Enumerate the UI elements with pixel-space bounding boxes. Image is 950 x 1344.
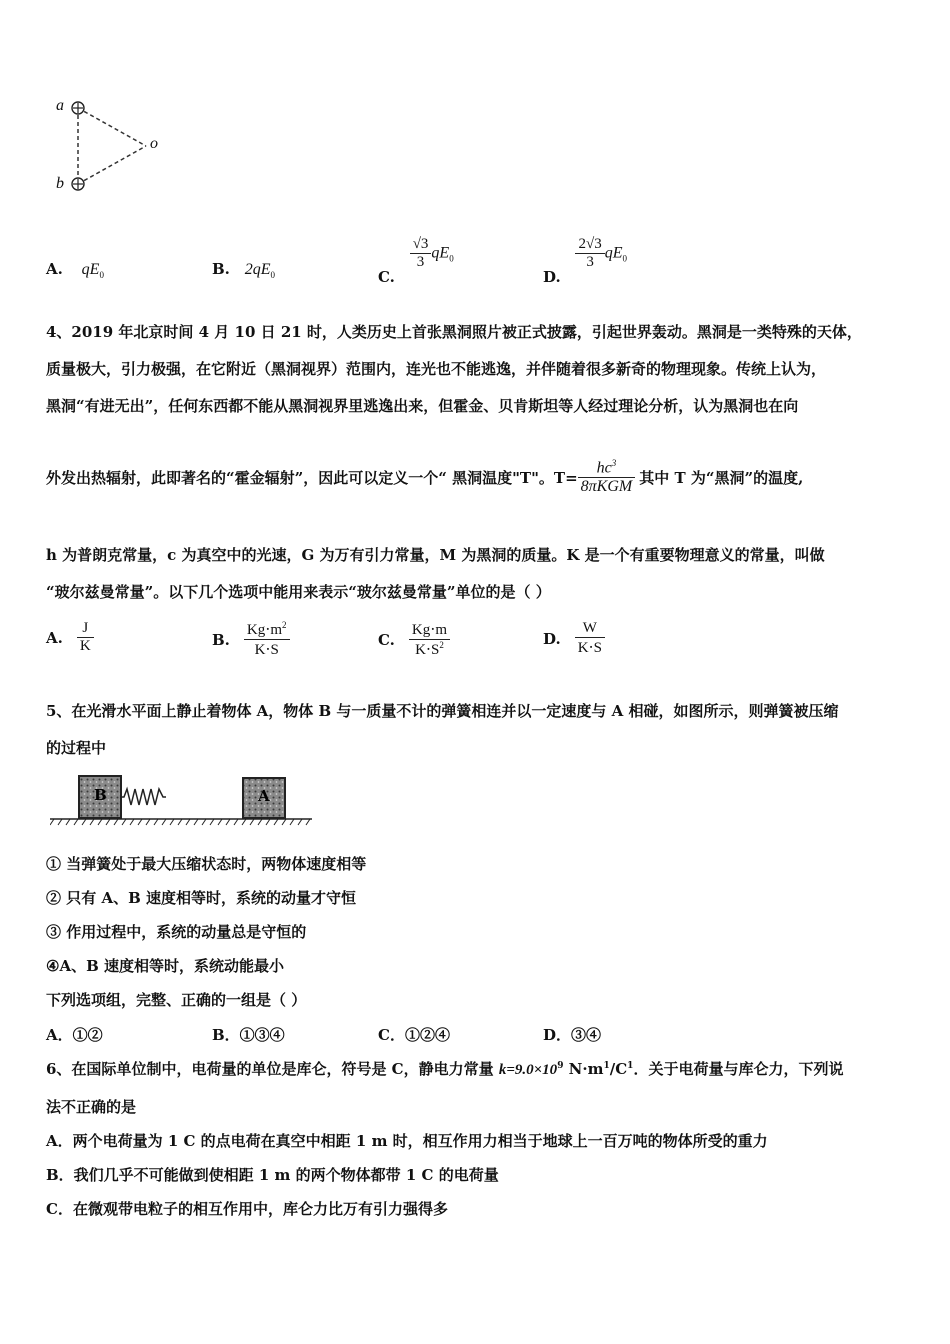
ground-hatch — [50, 819, 310, 825]
q5-statement-1: ① 当弹簧处于最大压缩状态时，两物体速度相等 — [46, 855, 367, 873]
spring-blocks-figure — [50, 772, 316, 828]
q6-line-2: 法不正确的是 — [46, 1098, 137, 1116]
q5-option-a[interactable]: A．①② — [46, 1026, 103, 1044]
block-a-label: A — [258, 787, 270, 805]
q4-line-5: h 为普朗克常量，c 为真空中的光速，G 为万有引力常量，M 为黑洞的质量。K 是一个有重要物理意义的常量，叫做 — [46, 546, 825, 564]
q4-option-b[interactable]: B. $\frac{Kg\cdot m^2}{K\cdot S}$ — [212, 620, 290, 659]
q5-option-b[interactable]: B．①③④ — [212, 1026, 285, 1044]
spring-blocks-diagram — [50, 772, 316, 828]
q4-line-3: 黑洞“有进无出”，任何东西都不能从黑洞视界里逃逸出来，但霍金、贝肯斯坦等人经过理论分析，认为黑洞也在向 — [46, 397, 799, 415]
q4-option-d[interactable]: D. $\frac{W}{K\cdot S}$ — [543, 620, 605, 657]
spring-icon — [121, 789, 166, 805]
hawking-formula: $\frac{hc^3}{\text{8πKGM}}$ — [578, 458, 636, 496]
q6-line-1: 6、在国际单位制中，电荷量的单位是库仑，符号是 C，静电力常量 $k=9.0\times 10^9$ $N\cdot m^1/C^1$．关于电荷量与库仑力，下列说 — [46, 1060, 844, 1078]
q6-option-c[interactable]: C．在微观带电粒子的相互作用中，库仑力比万有引力强得多 — [46, 1200, 448, 1218]
block-b-label: B — [94, 786, 107, 804]
q4-line-6: “玻尔兹曼常量”。以下几个选项中能用来表示“玻尔兹曼常量”单位的是（ ） — [46, 583, 551, 601]
q4-line-1: 4、2019 年北京时间 4 月 10 日 21 时，人类历史上首张黑洞照片被正式披露，引起世界轰动。黑洞是一类特殊的天体， — [46, 323, 862, 341]
q5-prompt: 下列选项组，完整、正确的一组是（ ） — [46, 991, 307, 1009]
q5-line-2: 的过程中 — [46, 739, 107, 757]
dashed-line-ao — [78, 108, 146, 146]
q3-option-d[interactable]: D. $\frac{2√3}{3}$ $qE_0$ — [543, 236, 627, 286]
q5-line-1: 5、在光滑水平面上静止着物体 A，物体 B 与一质量不计的弹簧相连并以一定速度与 A 相碰，如图所示，则弹簧被压缩 — [46, 702, 839, 720]
q3-option-b[interactable]: B. $2qE_0$ — [212, 260, 275, 280]
q3-option-a[interactable]: A. $qE_0$ — [46, 260, 104, 280]
q6-option-a[interactable]: A．两个电荷量为 1 C 的点电荷在真空中相距 1 m 时，相互作用力相当于地球上一百万吨的物体所受的重力 — [46, 1132, 768, 1150]
q5-statement-2: ② 只有 A、B 速度相等时，系统的动量才守恒 — [46, 889, 356, 907]
label-o: o — [150, 135, 158, 152]
charge-triangle-diagram — [50, 95, 180, 200]
q4-option-a[interactable]: A. $\frac{J}{K}$ — [46, 620, 94, 655]
q4-line-2: 质量极大，引力极强，在它附近（黑洞视界）范围内，连光也不能逃逸，并伴随着很多新奇的物理现象。传统上认为， — [46, 360, 827, 378]
q6-option-b[interactable]: B．我们几乎不可能做到使相距 1 m 的两个物体都带 1 C 的电荷量 — [46, 1166, 499, 1184]
dashed-line-bo — [78, 146, 146, 184]
q5-statement-4: ④A、B 速度相等时，系统动能最小 — [46, 957, 284, 975]
q4-line-4: 外发出热辐射，此即著名的“霍金辐射”，因此可以定义一个“ 黑洞温度"T"。T= $\frac{hc^3}{\text{8πKGM}}$ 其中 T 为“黑洞”的温度, — [46, 458, 804, 496]
q5-statement-3: ③ 作用过程中，系统的动量总是守恒的 — [46, 923, 307, 941]
q5-option-c[interactable]: C．①②④ — [378, 1026, 450, 1044]
q5-option-d[interactable]: D．③④ — [543, 1026, 602, 1044]
label-b: b — [56, 175, 64, 192]
q3-option-c[interactable]: C. $\frac{√3}{3}$ $qE_0$ — [378, 236, 454, 286]
label-a: a — [56, 97, 64, 114]
triangle-figure — [50, 95, 180, 200]
q4-option-c[interactable]: C. $\frac{Kg\cdot m}{K\cdot S^2}$ — [378, 620, 450, 659]
